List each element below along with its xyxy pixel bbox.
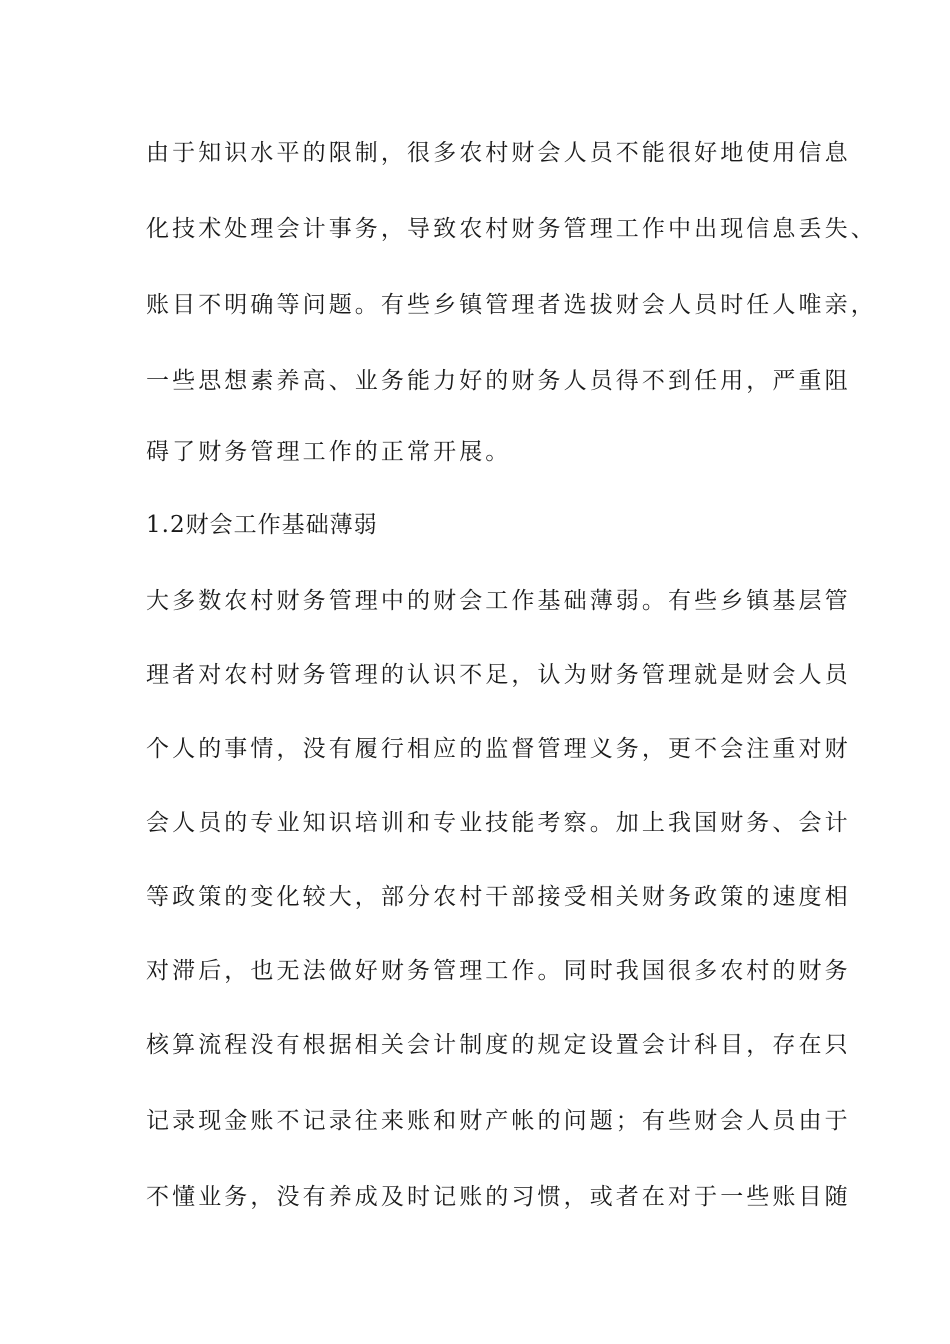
paragraph-2-line-6: 对滞后，也无法做好财务管理工作。同时我国很多农村的财务 [146,958,851,984]
paragraph-2-line-2: 理者对农村财务管理的认识不足，认为财务管理就是财会人员 [146,662,851,688]
section-heading: 1.2财会工作基础薄弱 [146,512,378,538]
paragraph-2-line-7: 核算流程没有根据相关会计制度的规定设置会计科目，存在只 [146,1032,851,1058]
paragraph-2-line-5: 等政策的变化较大，部分农村干部接受相关财务政策的速度相 [146,884,851,910]
paragraph-1-line-2: 化技术处理会计事务，导致农村财务管理工作中出现信息丢失、 [146,216,877,242]
paragraph-2-line-9: 不懂业务，没有养成及时记账的习惯，或者在对于一些账目随 [146,1184,851,1210]
paragraph-2-line-4: 会人员的专业知识培训和专业技能考察。加上我国财务、会计 [146,810,851,836]
paragraph-2-line-3: 个人的事情，没有履行相应的监督管理义务，更不会注重对财 [146,736,851,762]
paragraph-1-line-3: 账目不明确等问题。有些乡镇管理者选拔财会人员时任人唯亲， [146,292,877,318]
paragraph-1-line-4: 一些思想素养高、业务能力好的财务人员得不到任用，严重阻 [146,368,851,394]
paragraph-1-line-5: 碍了财务管理工作的正常开展。 [146,439,512,465]
paragraph-2-line-1: 大多数农村财务管理中的财会工作基础薄弱。有些乡镇基层管 [146,588,851,614]
paragraph-1-line-1: 由于知识水平的限制，很多农村财会人员不能很好地使用信息 [146,140,851,166]
paragraph-2-line-8: 记录现金账不记录往来账和财产帐的问题；有些财会人员由于 [146,1108,851,1134]
